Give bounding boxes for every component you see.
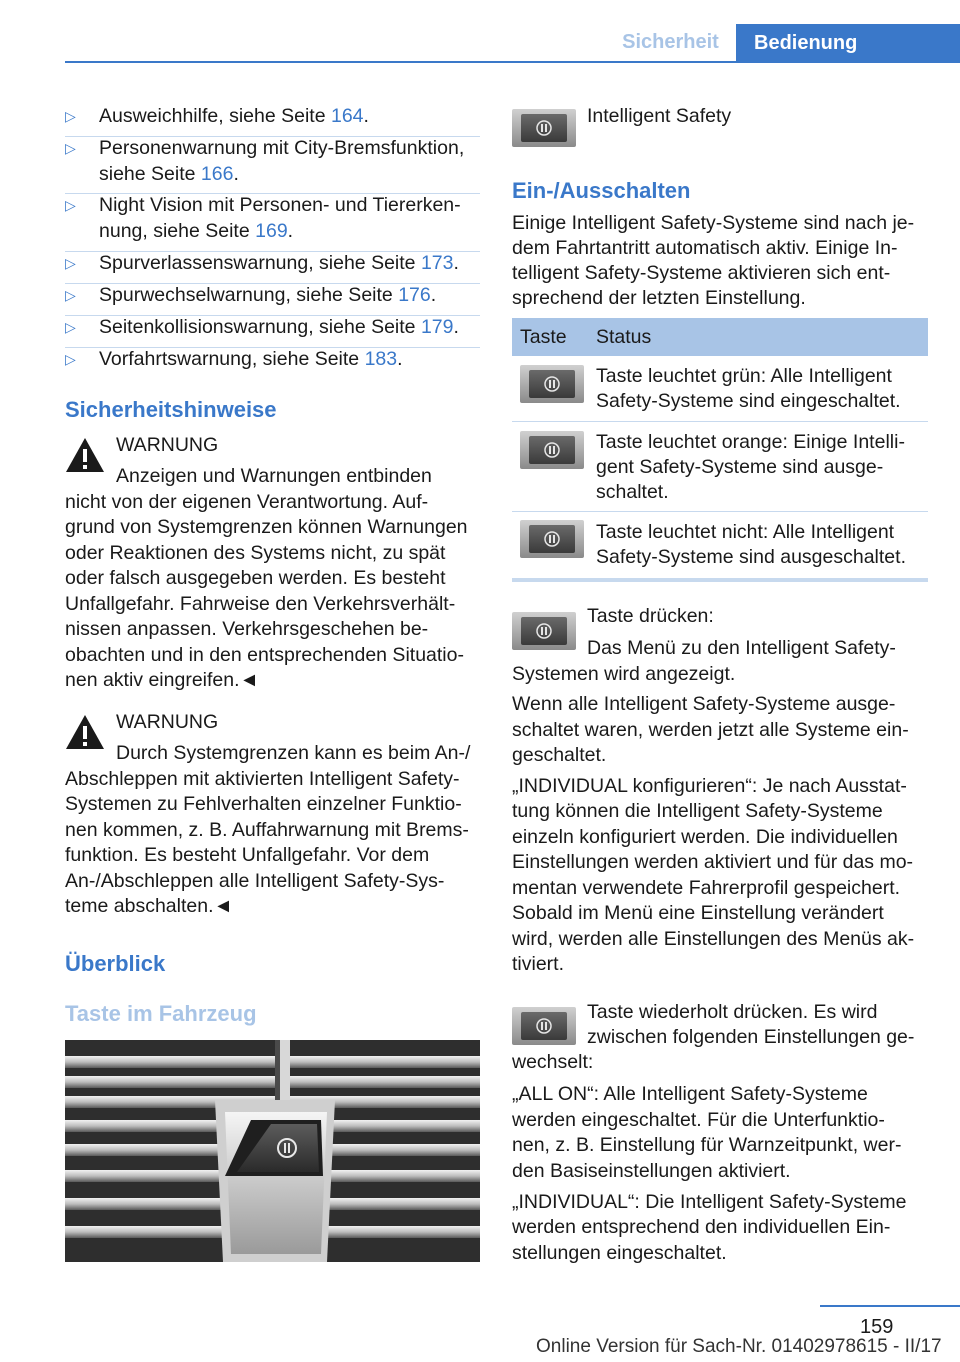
bullet-icon: ▷ xyxy=(65,197,76,213)
text-line: den Basiseinstellungen aktiviert. xyxy=(512,1160,791,1182)
text-line: werden entsprechend den individuellen Ein- xyxy=(512,1216,891,1238)
status-text: gent Safety-Systeme sind ausge- xyxy=(596,456,884,478)
text-line: funktion. Es besteht Unfallgefahr. Vor dem xyxy=(65,844,430,866)
onoff-heading: Ein-/Ausschalten xyxy=(512,178,691,203)
button-off-icon xyxy=(520,520,584,558)
press-button-icon xyxy=(512,612,576,650)
page-link[interactable]: 183 xyxy=(364,348,398,370)
bullet-icon: ▷ xyxy=(65,319,76,335)
text-line: „ALL ON“: Alle Intelligent Safety-Systeme xyxy=(512,1083,868,1105)
bullet-icon: ▷ xyxy=(65,287,76,303)
bullet-icon: ▷ xyxy=(65,255,76,271)
list-item: Seitenkollisionswarnung, siehe Seite 179. xyxy=(99,316,459,338)
warning-triangle-icon xyxy=(65,437,105,473)
text-line: dem Fahrtantritt automatisch aktiv. Einige In- xyxy=(512,237,898,259)
button-orange-icon xyxy=(520,431,584,469)
page-link[interactable]: 164 xyxy=(330,105,364,127)
text-line: einzeln konfiguriert werden. Die individuellen xyxy=(512,826,898,848)
text-line: An-/Abschleppen alle Intelligent Safety-Sys- xyxy=(65,870,445,892)
text-line: Unfallgefahr. Fahrweise den Verkehrsverhält- xyxy=(65,593,456,615)
text-line: obachten und in den entsprechenden Situatio- xyxy=(65,644,464,666)
repeat-line-1: Taste wiederholt drücken. Es wird xyxy=(587,1001,878,1023)
warning-triangle-icon xyxy=(65,714,105,750)
text-line: geschaltet. xyxy=(512,744,607,766)
online-version-note: Online Version für Sach-Nr. 01402978615 - II/17 xyxy=(536,1336,942,1357)
safety-heading: Sicherheitshinweise xyxy=(65,397,277,422)
bullet-icon: ▷ xyxy=(65,140,76,156)
button-heading: Taste im Fahrzeug xyxy=(65,1001,257,1026)
footer-rule xyxy=(820,1305,960,1307)
text-line: nicht von der eigenen Verantwortung. Auf- xyxy=(65,491,429,513)
intelligent-safety-button-icon xyxy=(512,109,576,147)
text-line: tung können die Intelligent Safety-Systeme xyxy=(512,800,883,822)
status-text: Taste leuchtet grün: Alle Intelligent xyxy=(596,365,892,387)
text-line: grund von Systemgrenzen können Warnungen xyxy=(65,516,468,538)
vehicle-button-photo xyxy=(65,1040,480,1262)
text-line: telligent Safety-Systeme aktivieren sich ent- xyxy=(512,262,891,284)
page-link[interactable]: 176 xyxy=(398,284,431,306)
header-rule xyxy=(65,61,960,63)
text-line: nen aktiv eingreifen.◄ xyxy=(65,669,259,691)
text-line: „INDIVIDUAL konfigurieren“: Je nach Ausstat- xyxy=(512,775,907,797)
button-green-icon xyxy=(520,365,584,403)
text-line: teme abschalten.◄ xyxy=(65,895,233,917)
text-line: „INDIVIDUAL“: Die Intelligent Safety-Systeme xyxy=(512,1191,907,1213)
table-bottom-rule xyxy=(512,578,928,582)
press-line-2: Das Menü zu den Intelligent Safety- xyxy=(587,637,896,659)
bullet-icon: ▷ xyxy=(65,351,76,367)
text-line: tiviert. xyxy=(512,953,565,975)
list-item: Spurverlassenswarnung, siehe Seite 173. xyxy=(99,252,459,274)
list-item: Night Vision mit Personen- und Tiererken- nung, siehe Seite 169. xyxy=(99,194,461,242)
text-line: Durch Systemgrenzen kann es beim An-/ xyxy=(116,742,471,764)
text-line: Abschleppen mit aktivierten Intelligent Safety- xyxy=(65,768,460,790)
page-link[interactable]: 169 xyxy=(255,219,288,242)
status-text: Taste leuchtet nicht: Alle Intelligent xyxy=(596,521,895,543)
text-line: schaltet waren, werden jetzt alle Systeme ein- xyxy=(512,719,909,741)
table-divider xyxy=(512,511,928,512)
header-tab-sicherheit: Sicherheit xyxy=(622,31,719,53)
table-divider xyxy=(512,421,928,422)
status-text: Safety-Systeme sind ausgeschaltet. xyxy=(596,546,906,568)
intro-label: Intelligent Safety xyxy=(587,105,732,127)
table-header xyxy=(512,318,928,356)
list-item: Vorfahrtswarnung, siehe Seite 183. xyxy=(99,348,403,370)
text-line: oder falsch ausgegeben werden. Es besteht xyxy=(65,567,446,589)
press-line-3: Systemen wird angezeigt. xyxy=(512,663,736,685)
list-item: Ausweichhilfe, siehe Seite 164. xyxy=(99,105,369,127)
warning-label: WARNUNG xyxy=(116,434,219,456)
text-line: Wenn alle Intelligent Safety-Systeme ausge- xyxy=(512,693,896,715)
text-line: nissen anpassen. Verkehrsgeschehen be- xyxy=(65,618,429,640)
list-item: Personenwarnung mit City-Bremsfunktion, siehe Seite 166. xyxy=(99,137,465,185)
status-text: Safety-Systeme sind eingeschaltet. xyxy=(596,390,901,412)
overview-heading: Überblick xyxy=(65,951,166,976)
status-text: Taste leuchtet orange: Einige Intelli- xyxy=(596,431,905,453)
text-line: stellungen eingeschaltet. xyxy=(512,1242,727,1264)
press-line-1: Taste drücken: xyxy=(587,605,714,627)
warning-label: WARNUNG xyxy=(116,711,219,733)
text-line: nen kommen, z. B. Auffahrwarnung mit Brems- xyxy=(65,819,469,841)
page-link[interactable]: 173 xyxy=(420,252,454,274)
text-line: nen, z. B. Einstellung für Warnzeitpunkt, wer- xyxy=(512,1134,902,1156)
text-line: sprechend der letzten Einstellung. xyxy=(512,287,806,309)
text-line: werden eingeschaltet. Für die Unterfunktio- xyxy=(512,1109,885,1131)
repeat-button-icon xyxy=(512,1007,576,1045)
column-header-taste: Taste xyxy=(520,326,567,348)
column-header-status: Status xyxy=(596,326,652,348)
text-line: Einstellungen werden aktiviert und für das mo- xyxy=(512,851,914,873)
text-line: mentan verwendete Fahrerprofil gespeichert. xyxy=(512,877,901,899)
text-line: Anzeigen und Warnungen entbinden xyxy=(116,465,432,487)
page-link[interactable]: 179 xyxy=(420,316,454,338)
status-text: schaltet. xyxy=(596,481,669,503)
repeat-line-2: zwischen folgenden Einstellungen ge- xyxy=(587,1026,915,1048)
text-line: wird, werden alle Einstellungen des Menüs ak- xyxy=(512,928,915,950)
list-item: Spurwechselwarnung, siehe Seite 176. xyxy=(99,284,437,306)
repeat-line-3: wechselt: xyxy=(512,1051,594,1073)
text-line: Systemen zu Fehlverhalten einzelner Funktio- xyxy=(65,793,462,815)
page-number: 159 xyxy=(860,1316,894,1338)
text-line: Sobald im Menü eine Einstellung verändert xyxy=(512,902,884,924)
page-link[interactable]: 166 xyxy=(200,162,234,185)
header-tab-bedienung: Bedienung xyxy=(736,24,960,63)
text-line: oder Reaktionen des Systems nicht, zu spät xyxy=(65,542,446,564)
bullet-icon: ▷ xyxy=(65,108,76,124)
text-line: Einige Intelligent Safety-Systeme sind nach je- xyxy=(512,212,915,234)
